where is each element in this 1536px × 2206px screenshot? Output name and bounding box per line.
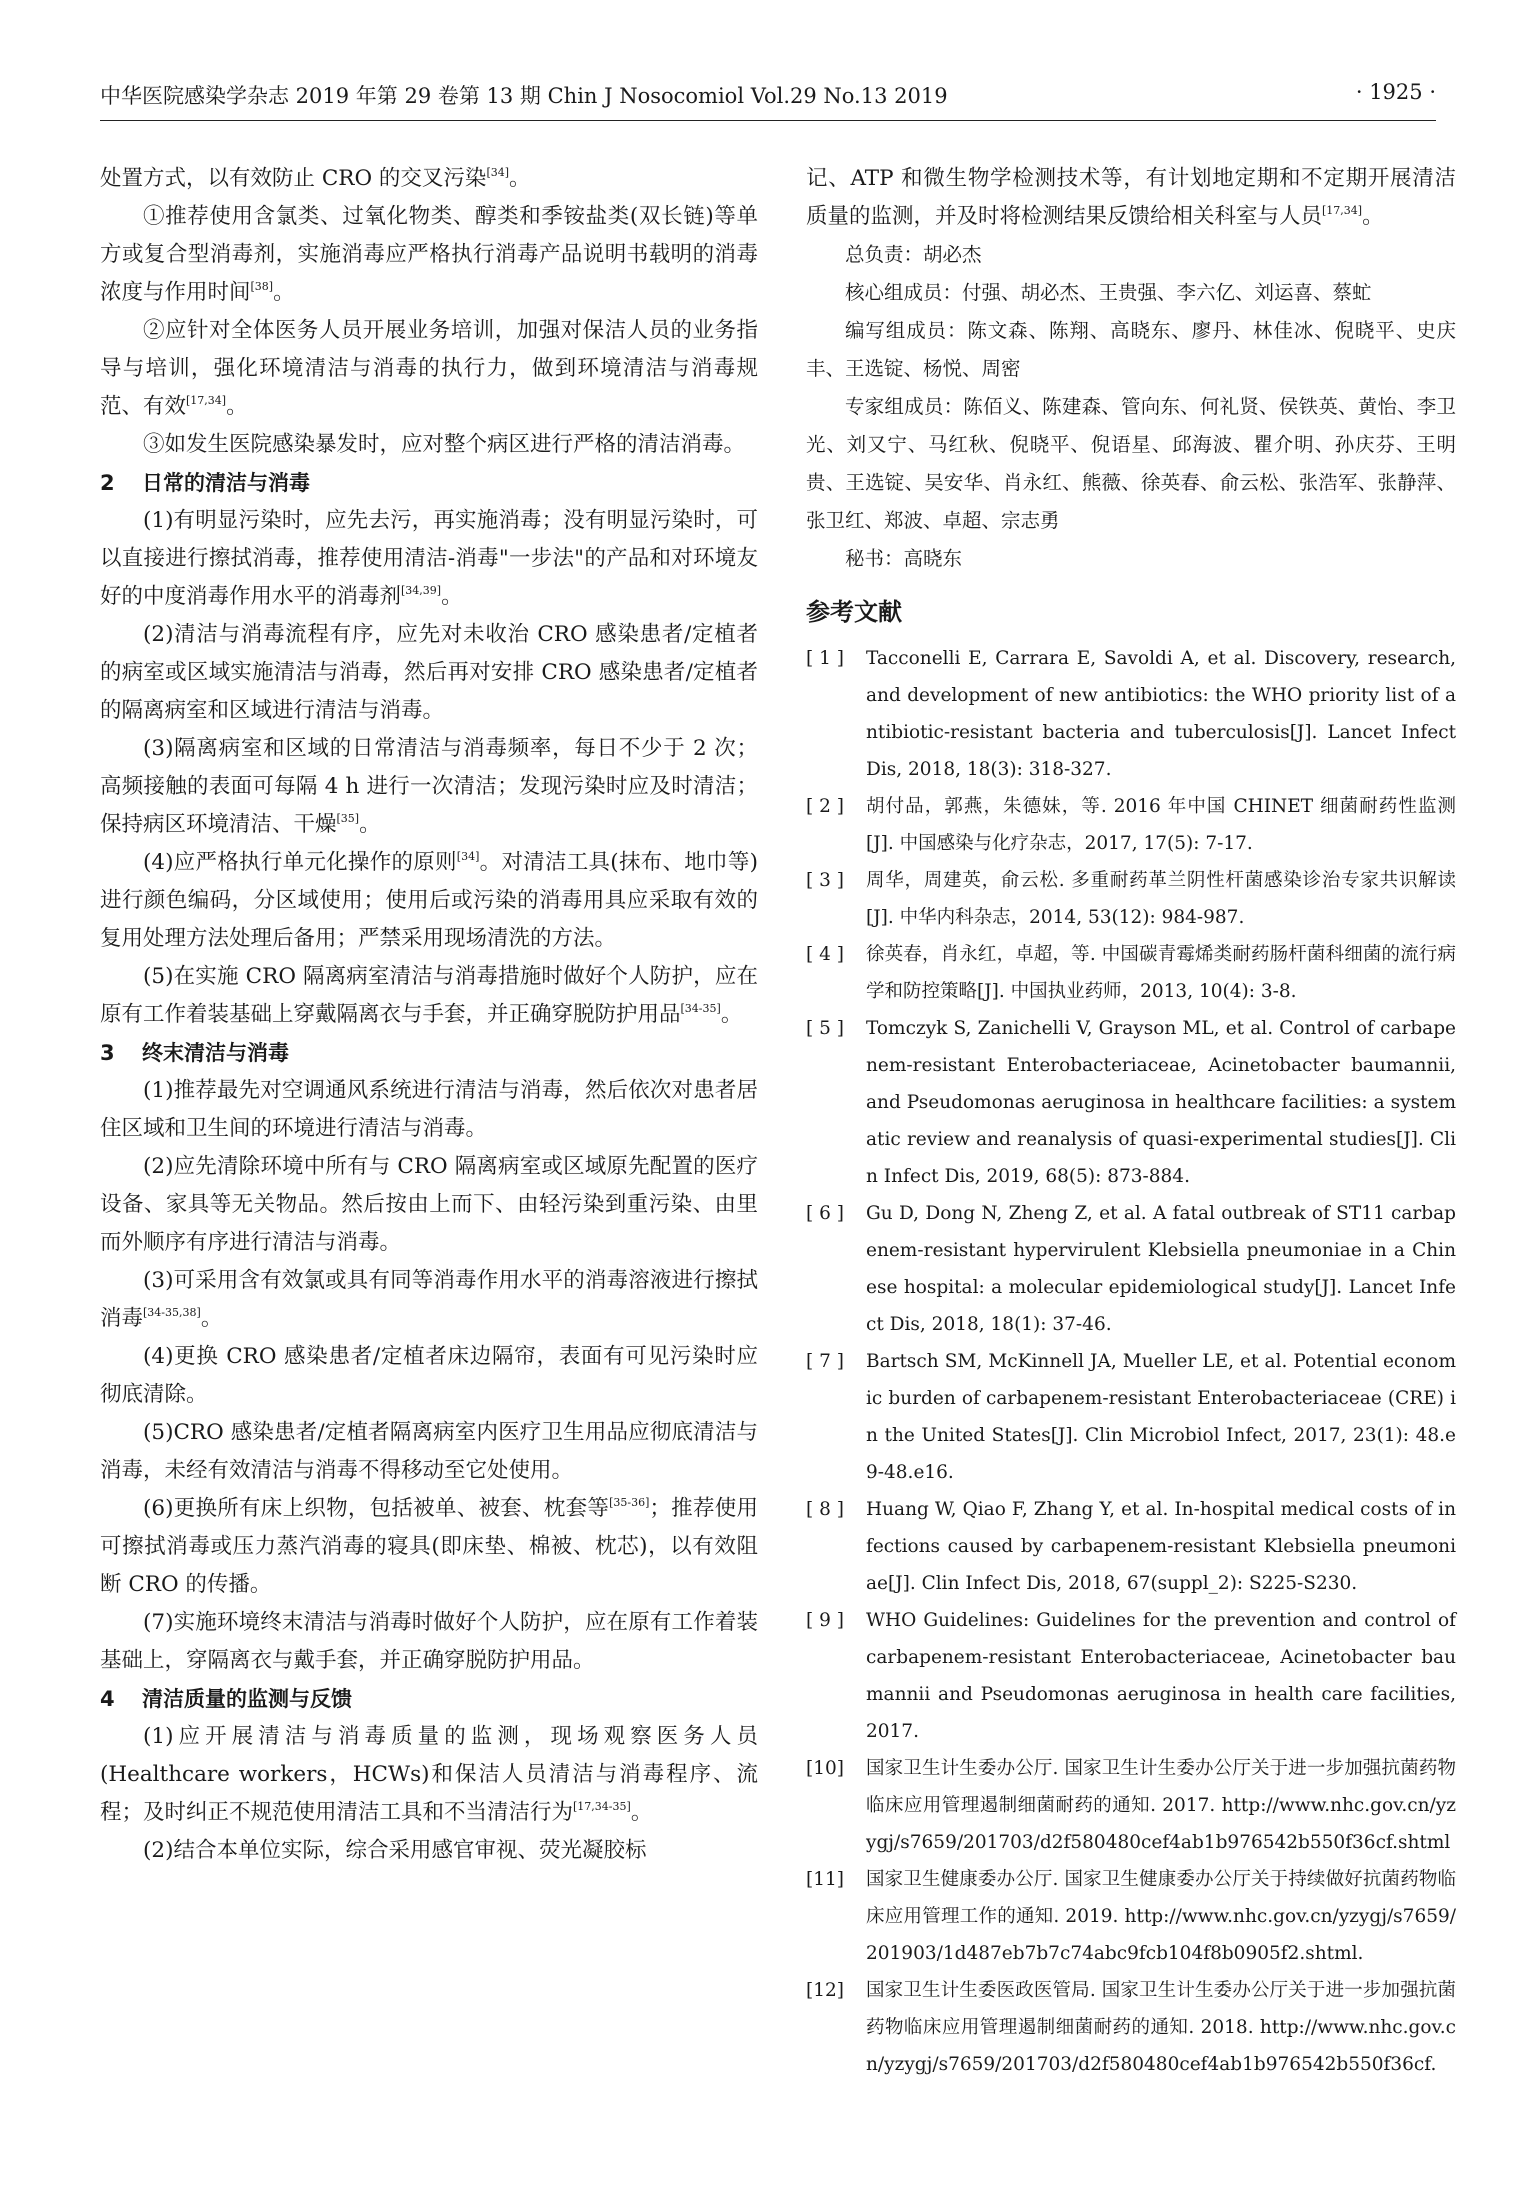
reference-text: 周华，周建英，俞云松. 多重耐药革兰阴性杆菌感染诊治专家共识解读[J]. 中华内科杂志，2014, 53(12): 984-987.	[866, 870, 1456, 928]
reference-text: Gu D, Dong N, Zheng Z, et al. A fatal outbreak of ST11 carbapenem-resistant hypervirulent Klebsiella pneumoniae in a Chinese hospital: a molecular epidemiological study[J]. Lancet Infect Dis, 2018, 18(1): 37-46.	[866, 1203, 1456, 1335]
reference-item	[806, 1491, 1456, 1602]
references-heading: 参考文献	[806, 598, 902, 626]
paragraph: (1)推荐最先对空调通风系统进行清洁与消毒，然后依次对患者居住区域和卫生间的环境进行清洁与消毒。	[100, 1078, 758, 1141]
reference-text: Huang W, Qiao F, Zhang Y, et al. In-hospital medical costs of infections caused by carbapenem-resistant Klebsiella pneumoniae[J]. Clin Infect Dis, 2018, 67(suppl_2): S225-S230.	[866, 1499, 1456, 1594]
reference-text: 国家卫生计生委办公厅. 国家卫生计生委办公厅关于进一步加强抗菌药物临床应用管理遏制细菌耐药的通知. 2017. http://www.nhc.gov.cn/yzygj/s7659/201703/d2f580480cef4ab1b976542b550f36cf.shtml	[866, 1758, 1456, 1853]
reference-number: [ 3 ]	[806, 870, 844, 891]
reference-item	[806, 862, 1456, 936]
reference-item	[806, 1750, 1456, 1861]
paragraph: (1)应开展清洁与消毒质量的监测，现场观察医务人员(Healthcare workers，HCWs)和保洁人员清洁与消毒程序、流程；及时纠正不规范使用清洁工具和不当清洁行为[17,34-35]。	[100, 1724, 758, 1825]
paragraph: (2)清洁与消毒流程有序，应先对未收治 CRO 感染患者/定植者的病室或区域实施清洁与消毒，然后再对安排 CRO 感染患者/定植者的隔离病室和区域进行清洁与消毒。	[100, 622, 758, 723]
paragraph: (4)更换 CRO 感染患者/定植者床边隔帘，表面有可见污染时应彻底清除。	[100, 1344, 758, 1407]
paragraph: (6)更换所有床上织物，包括被单、被套、枕套等[35-36]；推荐使用可擦拭消毒或压力蒸汽消毒的寝具(即床垫、棉被、枕芯)，以有效阻断 CRO 的传播。	[100, 1496, 758, 1597]
team-secretary: 秘书：高晓东	[845, 547, 963, 570]
paragraph: (5)CRO 感染患者/定植者隔离病室内医疗卫生用品应彻底清洁与消毒，未经有效清洁与消毒不得移动至它处使用。	[100, 1420, 758, 1483]
paragraph: ①推荐使用含氯类、过氧化物类、醇类和季铵盐类(双长链)等单方或复合型消毒剂，实施消毒应严格执行消毒产品说明书载明的消毒浓度与作用时间[38]。	[100, 204, 758, 305]
paragraph: (3)可采用含有效氯或具有同等消毒作用水平的消毒溶液进行擦拭消毒[34-35,38]。	[100, 1268, 758, 1331]
reference-item	[806, 1602, 1456, 1750]
paragraph: ③如发生医院感染暴发时，应对整个病区进行严格的清洁消毒。	[143, 432, 746, 457]
paragraph: 记、ATP 和微生物学检测技术等，有计划地定期和不定期开展清洁质量的监测，并及时将检测结果反馈给相关科室与人员[17,34]。	[806, 166, 1456, 229]
reference-item	[806, 788, 1456, 862]
right-column	[806, 160, 1456, 2083]
reference-number: [11]	[806, 1869, 844, 1890]
team-writers: 编写组成员：陈文森、陈翔、高晓东、廖丹、林佳冰、倪晓平、史庆丰、王选锭、杨悦、周密	[806, 319, 1456, 380]
running-header	[100, 76, 1436, 121]
reference-text: WHO Guidelines: Guidelines for the prevention and control of carbapenem-resistant Enterobacteriaceae, Acinetobacter baumannii and Pseudomonas aeruginosa in health care facilities, 2017.	[866, 1610, 1456, 1742]
reference-number: [ 4 ]	[806, 944, 844, 965]
team-experts: 专家组成员：陈佰义、陈建森、管向东、何礼贤、侯铁英、黄怡、李卫光、刘又宁、马红秋、倪晓平、倪语星、邱海波、瞿介明、孙庆芬、王明贵、王选锭、吴安华、肖永红、熊薇、徐英春、俞云松、张浩军、张静萍、张卫红、郑波、卓超、宗志勇	[806, 395, 1456, 532]
paragraph: (5)在实施 CRO 隔离病室清洁与消毒措施时做好个人防护，应在原有工作着装基础上穿戴隔离衣与手套，并正确穿脱防护用品[34-35]。	[100, 964, 758, 1027]
reference-item	[806, 1343, 1456, 1491]
paragraph: (2)结合本单位实际，综合采用感官审视、荧光凝胶标	[143, 1838, 647, 1863]
author-team	[806, 236, 1456, 578]
reference-number: [ 5 ]	[806, 1018, 844, 1039]
reference-text: Tomczyk S, Zanichelli V, Grayson ML, et al. Control of carbapenem-resistant Enterobacteriaceae, Acinetobacter baumannii, and Pseudomonas aeruginosa in healthcare facilities: a systematic review and reanalysis of quasi-experimental studies[J]. Clin Infect Dis, 2019, 68(5): 873-884.	[866, 1018, 1456, 1187]
reference-text: 徐英春，肖永红，卓超，等. 中国碳青霉烯类耐药肠杆菌科细菌的流行病学和防控策略[J]. 中国执业药师，2013, 10(4): 3-8.	[866, 944, 1456, 1002]
reference-number: [10]	[806, 1758, 844, 1779]
reference-number: [ 8 ]	[806, 1499, 844, 1520]
journal-citation: 中华医院感染学杂志 2019 年第 29 卷第 13 期 Chin J Nosocomiol Vol.29 No.13 2019	[100, 84, 948, 108]
reference-text: Bartsch SM, McKinnell JA, Mueller LE, et al. Potential economic burden of carbapenem-resistant Enterobacteriaceae (CRE) in the United States[J]. Clin Microbiol Infect, 2017, 23(1): 48.e9-48.e16.	[866, 1351, 1456, 1483]
reference-text: 胡付品，郭燕，朱德妹，等. 2016 年中国 CHINET 细菌耐药性监测[J]. 中国感染与化疗杂志，2017, 17(5): 7-17.	[866, 796, 1456, 854]
reference-item	[806, 1010, 1456, 1195]
reference-number: [ 6 ]	[806, 1203, 844, 1224]
team-lead: 总负责：胡必杰	[845, 243, 982, 266]
reference-number: [12]	[806, 1980, 844, 2001]
page-number: · 1925 ·	[1355, 80, 1436, 104]
paragraph: (7)实施环境终末清洁与消毒时做好个人防护，应在原有工作着装基础上，穿隔离衣与戴手套，并正确穿脱防护用品。	[100, 1610, 758, 1673]
section-heading-3: 3 终末清洁与消毒	[100, 1041, 289, 1065]
section-heading-2: 2 日常的清洁与消毒	[100, 471, 310, 495]
reference-item	[806, 936, 1456, 1010]
reference-text: 国家卫生计生委医政医管局. 国家卫生计生委办公厅关于进一步加强抗菌药物临床应用管理遏制细菌耐药的通知. 2018. http://www.nhc.gov.cn/yzygj/s7659/201703/d2f580480cef4ab1b976542b550f36cf.	[866, 1980, 1456, 2075]
paragraph: ②应针对全体医务人员开展业务培训，加强对保洁人员的业务指导与培训，强化环境清洁与消毒的执行力，做到环境清洁与消毒规范、有效[17,34]。	[100, 318, 758, 419]
reference-number: [ 9 ]	[806, 1610, 844, 1631]
reference-list	[806, 640, 1456, 2083]
paragraph: 处置方式，以有效防止 CRO 的交叉污染[34]。	[100, 166, 531, 191]
reference-number: [ 7 ]	[806, 1351, 844, 1372]
section-heading-4: 4 清洁质量的监测与反馈	[100, 1687, 352, 1711]
reference-item	[806, 1861, 1456, 1972]
reference-number: [ 1 ]	[806, 648, 844, 669]
reference-item	[806, 1972, 1456, 2083]
paragraph: (4)应严格执行单元化操作的原则[34]。对清洁工具(抹布、地巾等)进行颜色编码，分区域使用；使用后或污染的消毒用具应采取有效的复用处理方法处理后备用；严禁采用现场清洗的方法。	[100, 850, 758, 951]
reference-number: [ 2 ]	[806, 796, 844, 817]
reference-text: 国家卫生健康委办公厅. 国家卫生健康委办公厅关于持续做好抗菌药物临床应用管理工作的通知. 2019. http://www.nhc.gov.cn/yzygj/s7659/201903/1d487eb7b7c74abc9fcb104f8b0905f2.shtml.	[866, 1869, 1456, 1964]
team-core: 核心组成员：付强、胡必杰、王贵强、李六亿、刘运喜、蔡虻	[845, 281, 1372, 304]
reference-item	[806, 640, 1456, 788]
left-column	[100, 160, 758, 1870]
paragraph: (2)应先清除环境中所有与 CRO 隔离病室或区域原先配置的医疗设备、家具等无关物品。然后按由上而下、由轻污染到重污染、由里而外顺序有序进行清洁与消毒。	[100, 1154, 758, 1255]
reference-text: Tacconelli E, Carrara E, Savoldi A, et al. Discovery, research, and development of new antibiotics: the WHO priority list of antibiotic-resistant bacteria and tuberculosis[J]. Lancet Infect Dis, 2018, 18(3): 318-327.	[866, 648, 1456, 780]
paragraph: (3)隔离病室和区域的日常清洁与消毒频率，每日不少于 2 次；高频接触的表面可每隔 4 h 进行一次清洁；发现污染时应及时清洁；保持病区环境清洁、干燥[35]。	[100, 736, 758, 837]
paragraph: (1)有明显污染时，应先去污，再实施消毒；没有明显污染时，可以直接进行擦拭消毒，推荐使用清洁-消毒"一步法"的产品和对环境友好的中度消毒作用水平的消毒剂[34,39]。	[100, 508, 758, 609]
reference-item	[806, 1195, 1456, 1343]
